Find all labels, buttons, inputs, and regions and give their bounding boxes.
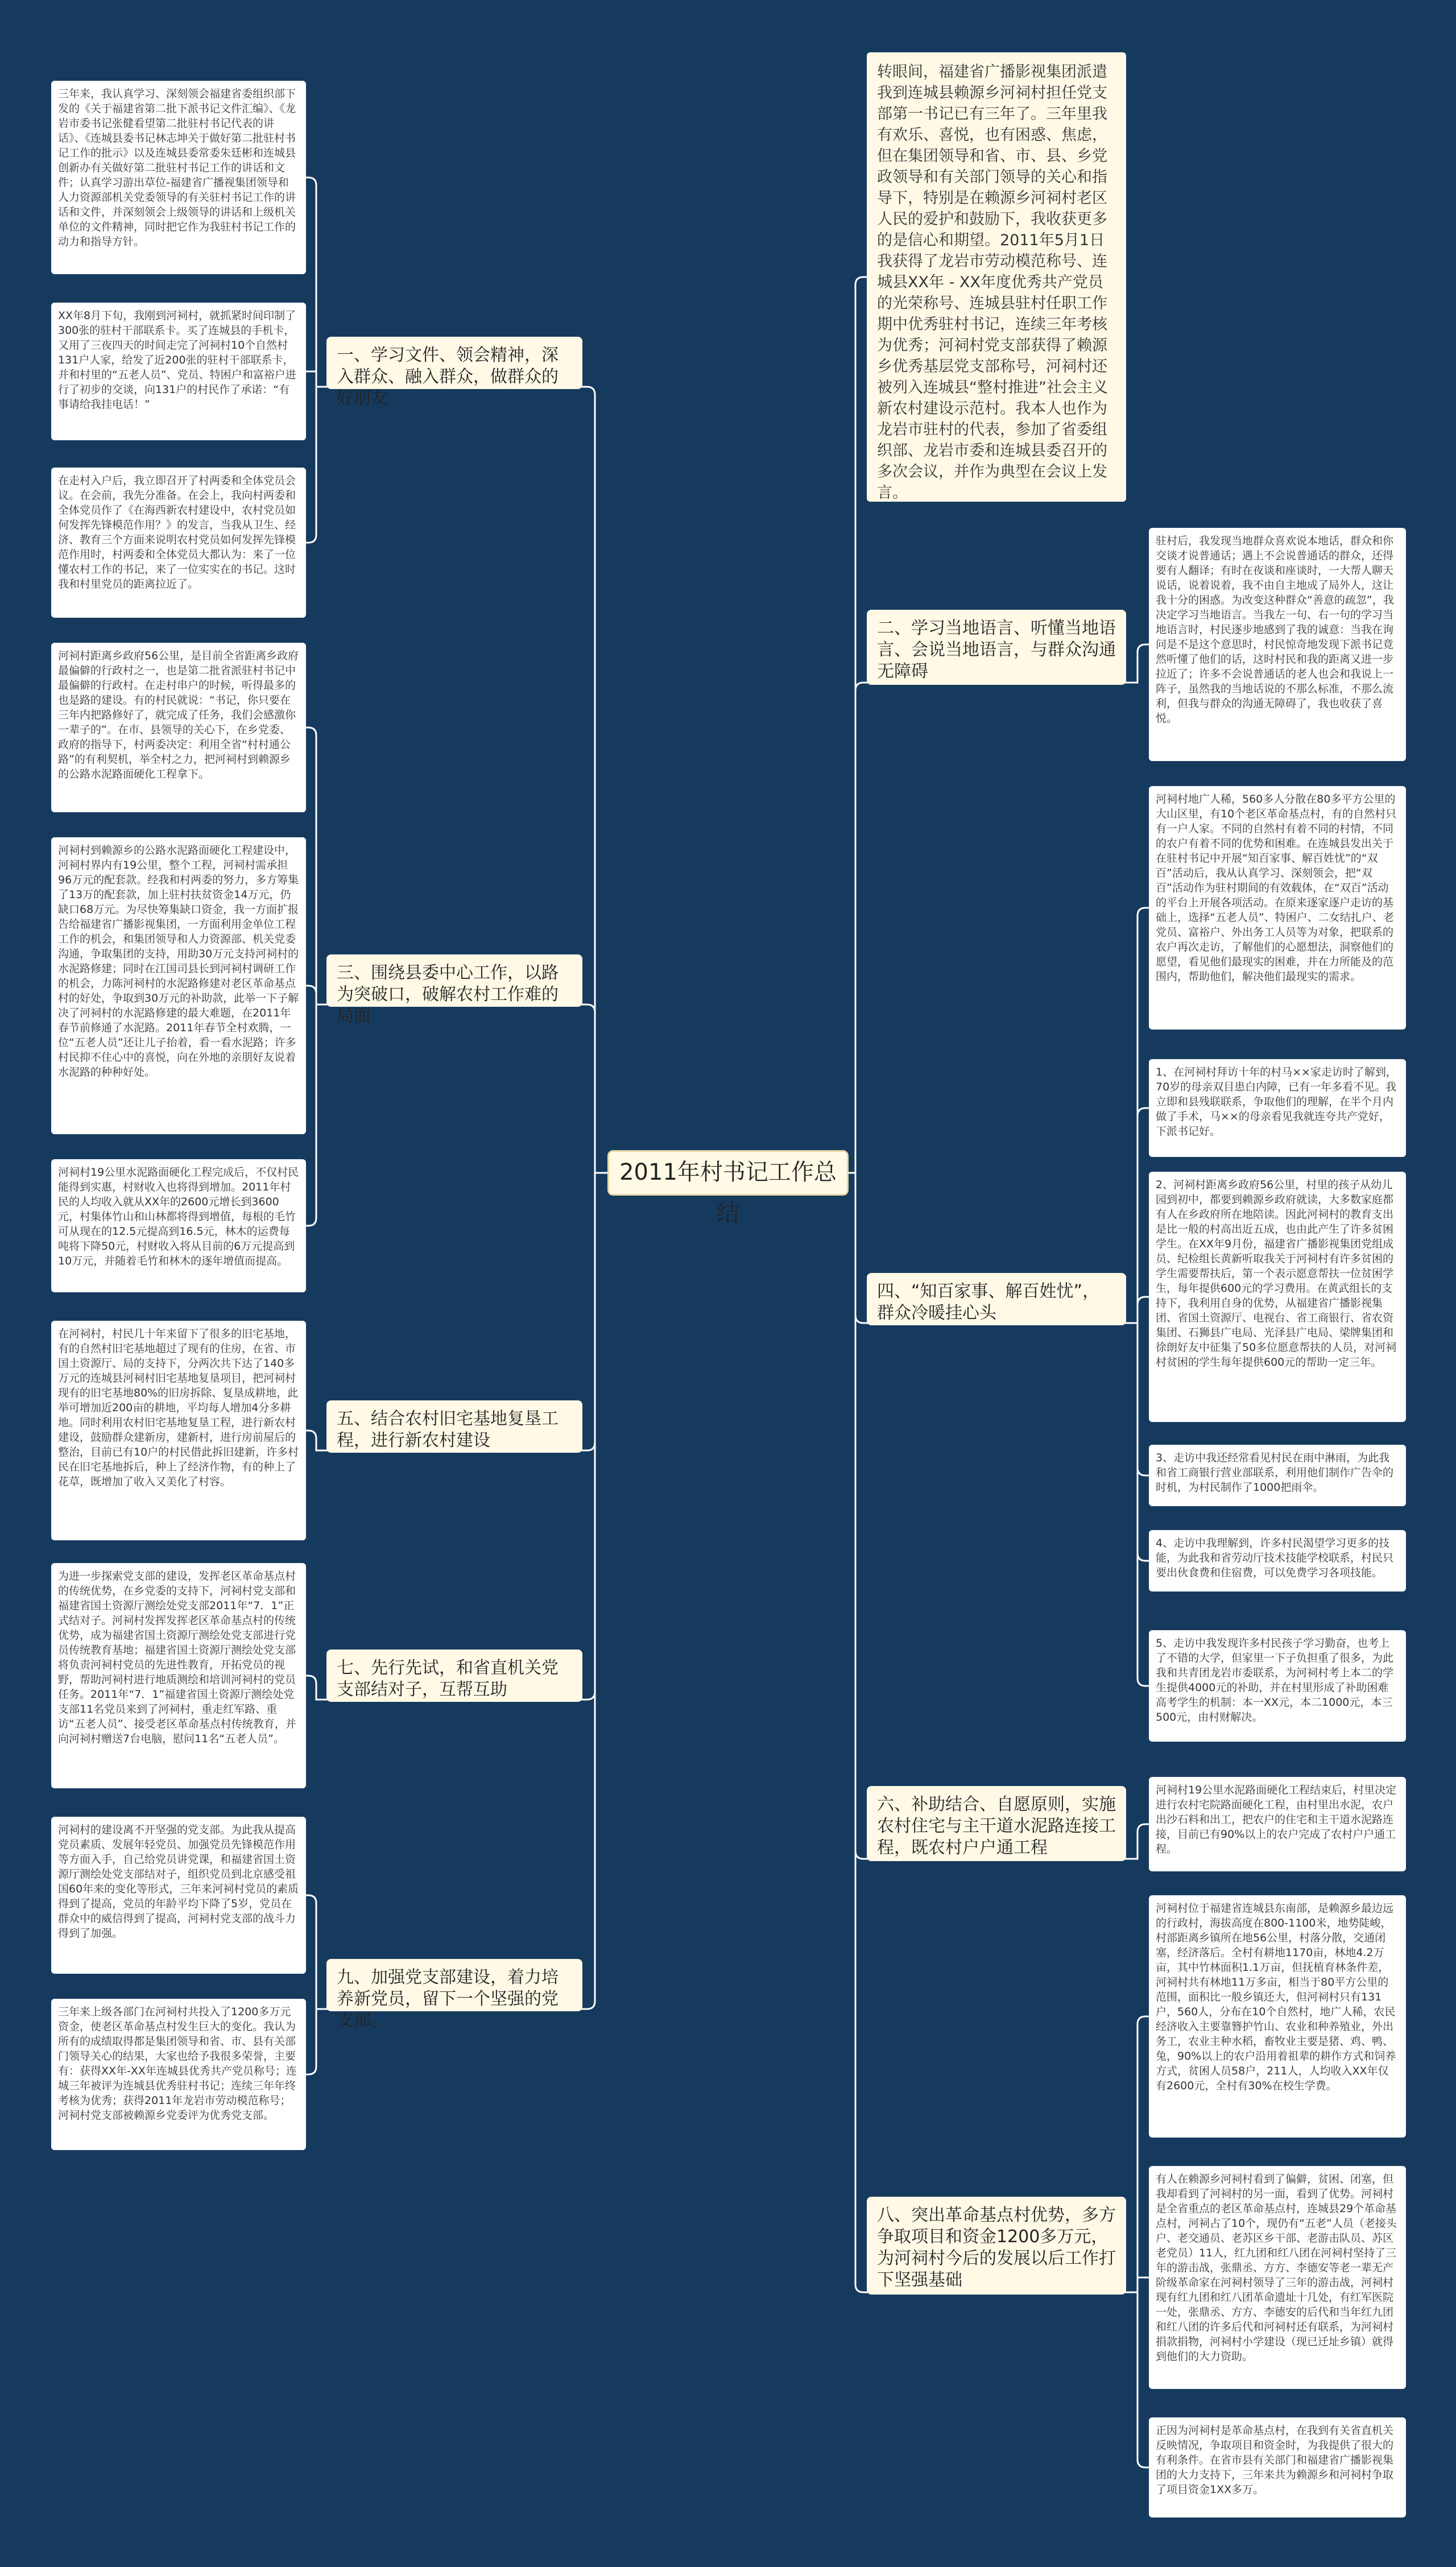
- branch-funding: 八、突出革命基点村优势，多方争取项目和资金1200多万元，为河祠村今后的发展以后工作打下坚强基础: [867, 2197, 1126, 2295]
- leaf-funding-1: 河祠村位于福建省连城县东南部，是赖源乡最边远的行政村，海拔高度在800-1100米，地势陡峻，村部距离乡镇所在地56公里，村落分散，交通闭塞，经济落后。全村有耕地1170亩，林地4.2万亩，其中竹林面积1.1万亩，但抚植育林条件差，河祠村共有林地11万多亩，相当于80平方公里的范围，面积比一般乡镇还大，但河祠村只有131户，560人，分布在10个自然村，地广人稀，农民经济收入主要靠簪护竹山、农业和种养殖业，外出务工，农业主种水稻，畜牧业主要是猪、鸡、鸭、兔，90%以上的农户沿用着祖辈的耕作方式和饲养方式，贫困人员58户，211人，人均收入XX年仅有2600元，全村有30%在校生学费。: [1149, 1895, 1406, 2138]
- branch-homestead: 五、结合农村旧宅基地复垦工程，进行新农村建设: [326, 1400, 582, 1453]
- root-link-right-1: [849, 683, 867, 1173]
- leaf-care-1: 河祠村地广人稀，560多人分散在80多平方公里的大山区里，有10个老区革命基点村，有的自然村只有一户人家。不同的自然村有着不同的村情，不同的农户有着不同的优势和困难。在连城县发出关于在驻村书记中开展“知百家事、解百姓忧”的“双百”活动后，我从认真学习、深刻领会，把“双百”活动作为驻村期间的有效载体，在“双百”活动的平台上开展各项活动。在原来逐家逐户走访的基础上，选择“五老人员”、特困户、二女结扎户、老党员、富裕户、外出务工人员等为对象，把联系的农户再次走访，了解他们的心愿想法，洞察他们的愿望，看见他们最现实的困难，并在力所能及的范围内，帮助他们，解决他们最现实的需求。: [1149, 786, 1406, 1030]
- leaf-link-left-0-0: [306, 177, 326, 387]
- leaf-care-5: 4、走访中我理解到，许多村民渴望学习更多的技能，为此我和省劳动厅技术技能学校联系，村民只要出伙食费和住宿费，可以免费学习各项技能。: [1149, 1530, 1406, 1592]
- leaf-funding-3: 正因为河祠村是革命基点村，在我到有关省直机关反映情况，争取项目和资金时，为我提供了很大的有利条件。在省市县有关部门和福建省广播影视集团的大力支持下，三年来共为赖源乡和河祠村争取了项目资金1XX多万。: [1149, 2417, 1406, 2518]
- leaf-household-road-1: 河祠村19公里水泥路面硬化工程结束后，村里决定进行农村宅院路面硬化工程，由村里出水泥，农户出沙石料和出工，把农户的住宅和主干道水泥路连接，目前已有90%以上的农户完成了农村户户通工程。: [1149, 1777, 1406, 1871]
- leaf-link-right-2-5: [1126, 1323, 1149, 1686]
- leaf-link-left-0-2: [306, 387, 326, 543]
- leaf-care-2: 1、在河祠村拜访十年的村马××家走访时了解到，70岁的母亲双目患白内障，已有一年多看不见。我立即和县残联联系，争取他们的理解，在半个月内做了手术，马××的母亲看见我就连夸共产党好，下派书记好。: [1149, 1059, 1406, 1157]
- leaf-link-right-4-0: [1126, 2016, 1149, 2292]
- leaf-study-3: 在走村入户后，我立即召开了村两委和全体党员会议。在会前，我先分准备。在会上，我向村两委和全体党员作了《在海西新农村建设中，农村党员如何发挥先锋模范作用？》的发言，当我从卫生、经济、教育三个方面来说明农村党员如何发挥先锋模范作用时，村两委和全体党员大都认为：来了一位懂农村工作的书记，来了一位实实在的书记。这时我和村里党员的距离拉近了。: [51, 468, 306, 618]
- leaf-link-right-1-0: [1126, 644, 1149, 683]
- leaf-care-4: 3、走访中我还经常看见村民在雨中淋雨，为此我和省工商银行营业部联系，利用他们制作广告伞的时机，为村民制作了1000把雨伞。: [1149, 1445, 1406, 1506]
- branch-study: 一、学习文件、领会精神，深入群众、融入群众，做群众的好朋友: [326, 337, 582, 389]
- root-link-right-2: [849, 1173, 867, 1323]
- root-link-left-4: [582, 1173, 607, 2009]
- leaf-link-left-1-2: [306, 1005, 326, 1226]
- leaf-link-left-2-0: [306, 1431, 326, 1450]
- leaf-care-6: 5、走访中我发现许多村民孩子学习勤奋，也考上了不错的大学，但家里一下子负担重了很多，为此我和共青团龙岩市委联系，为河祠村考上本二的学生提供4000元的补助，并在村里形成了补助困难高考学生的机制：本一XX元，本二1000元，本三500元，由村财解决。: [1149, 1630, 1406, 1742]
- leaf-link-left-3-0: [306, 1676, 326, 1700]
- leaf-link-left-0-1: [306, 371, 326, 387]
- branch-language: 二、学习当地语言、听懂当地语言、会说当地语言，与群众沟通无障碍: [867, 610, 1126, 685]
- leaf-road-2: 河祠村到赖源乡的公路水泥路面硬化工程建设中，河祠村界内有19公里，整个工程，河祠村需承担96万元的配套款。经我和村两委的努力，多方筹集了13万的配套款，加上驻村扶贫资金14万元，仍缺口68万元。为尽快筹集缺口资金，我一方面扩报告给福建省广播影视集团，一方面利用金单位工程工作的机会，和集团领导和人力资源部、机关党委沟通，争取集团的支持，用助30万元支持河祠村的水泥路修建；同时在江国司县长到河祠村调研工作的机会，力陈河祠村的水泥路修建对老区革命基点村的好处，争取到30万元的补助款，此举一下子解决了河祠村的水泥路修建的最大难题，在2011年春节前修通了水泥路。2011年春节全村欢腾，一位“五老人员”还让儿子抬着，看一看水泥路；许多村民抑不住心中的喜悦，向在外地的亲朋好友说着水泥路的种种好处。: [51, 837, 306, 1134]
- root-link-left-1: [582, 1005, 607, 1173]
- leaf-link-right-4-2: [1126, 2292, 1149, 2467]
- branch-household-road: 六、补助结合、自愿原则，实施农村住宅与主干道水泥路连接工程，既农村户户通工程: [867, 1786, 1126, 1861]
- leaf-pairing-1: 为进一步探索党支部的建设，发挥老区革命基点村的传统优势，在乡党委的支持下，河祠村党支部和福建省国土资源厅测绘处党支部2011年“7．1”正式结对子。河祠村发挥发挥老区革命基点村的传统优势，成为福建省国土资源厅测绘处党支部进行党员传统教育基地；福建省国土资源厅测绘处党支部将负责河祠村党员的先进性教育，开拓党员的视野，帮助河祠村进行地质测绘和培训河祠村的党员任务。2011年“7．1”福建省国土资源厅测绘处党支部11名党员来到了河祠村，重走红军路、重访“五老人员”、接受老区革命基点村传统教育，并向河祠村赠送7台电脑，慰问11名“五老人员”。: [51, 1563, 306, 1788]
- leaf-party-1: 河祠村的建设离不开坚强的党支部。为此我从提高党员素质、发展年轻党员、加强党员先锋模范作用等方面入手，自己给党员讲党课，和福建省国土资源厅测绘处党支部结对子，组织党员到北京感受祖国60年来的变化等形式，三年来河祠村党员的素质得到了提高，党员的年龄平均下降了5岁，党员在群众中的威信得到了提高，河祠村党支部的战斗力得到了加强。: [51, 1817, 306, 1974]
- leaf-homestead-1: 在河祠村，村民几十年来留下了很多的旧宅基地，有的自然村旧宅基地超过了现有的住房，在省、市国土资源厅、局的支持下，分两次共下达了140多万元的连城县河祠村旧宅基地复垦项目，把河祠村现有的旧宅基地80%的旧房拆除、复垦成耕地，此举可增加近200亩的耕地，平均每人增加4分多耕地。同时利用农村旧宅基地复垦工程，进行新农村建设，鼓励群众建新房，建新村，进行房前屋后的整治，目前已有10户的村民借此拆旧建新，许多村民在旧宅基地拆后，种上了经济作物，有的种上了花草，既增加了收入又美化了村容。: [51, 1321, 306, 1540]
- leaf-link-left-4-0: [306, 1895, 326, 2009]
- leaf-link-right-3-0: [1126, 1824, 1149, 1859]
- leaf-language-1: 驻村后，我发现当地群众喜欢说本地话，群众和你交谈才说普通话；遇上不会说普通话的群众，还得要有人翻译；有时在夜谈和座谈时，一大帮人聊天说话，说着说着，我不由自主地成了局外人，这让我十分的困惑。为改变这种群众“善意的疏忽”，我决定学习当地语言。当我左一句、右一句的学习当地语言时，村民逐步地感到了我的诚意：当我在询问是不是这个意思时，村民惊奇地发现下派书记竟然听懂了他们的话，这时村民和我的距离又进一步拉近了；许多不会说普通话的老人也会和我说上一阵子，虽然我的当地话说的不那么标准，不那么流利，但我与群众的沟通无障碍了，我也收获了喜悦。: [1149, 528, 1406, 761]
- leaf-intro: 转眼间，福建省广播影视集团派遣我到连城县赖源乡河祠村担任党支部第一书记已有三年了。三年里我有欢乐、喜悦，也有困惑、焦虑，但在集团领导和省、市、县、乡党政领导和有关部门领导的关心和指导下，特别是在赖源乡河祠村老区人民的爱护和鼓励下，我收获更多的是信心和期望。2011年5月1日我获得了龙岩市劳动模范称号、连城县XX年 - XX年度优秀共产党员的光荣称号、连城县驻村任职工作期中优秀驻村书记，连续三年考核为优秀；河祠村党支部获得了赖源乡优秀基层党支部称号，河祠村还被列入连城县“整村推进”社会主义新农村建设示范村。我本人也作为龙岩市驻村的代表，参加了省委组织部、龙岩市委和连城县委召开的多次会议，并作为典型在会议上发言。: [867, 52, 1126, 502]
- root-link-right-0: [849, 277, 867, 1173]
- leaf-study-1: 三年来，我认真学习、深刻领会福建省委组织部下发的《关于福建省第二批下派书记文件汇编》、《龙岩市委书记张健看望第二批驻村书记代表的讲话》、《连城县委书记林志坤关于做好第二批驻村书记工作的批示》以及连城县委常委朱廷彬和连城县创新办有关做好第二批驻村书记工作的讲话和文件；认真学习游出草位-福建省广播视集团领导和人力资源部机关党委领导的有关驻村书记工作的讲话和文件，并深刻领会上级领导的讲话和上级机关单位的文件精神，同时把它作为我驻村书记工作的动力和指导方针。: [51, 81, 306, 274]
- leaf-care-3: 2、河祠村距离乡政府56公里，村里的孩子从幼儿园到初中，都要到赖源乡政府就读，大多数家庭都有人在乡政府所在地陪读。因此河祠村的教育支出是比一般的村高出近五成，也由此产生了许多贫困学生。在XX年9月份，福建省广播影视集团党组成员、纪检组长黄新听取我关于河祠村有许多贫困的学生需要帮扶后，第一个表示愿意帮扶一位贫困学生，每年提供600元的学习费用。在黄武组长的支持下，我利用自身的优势，从福建省广播影视集团、省国土资源厅、电视台、省工商银行、省农资集团、石狮县广电局、光泽县广电局、梁牌集团和徐朗好友中征集了50多位愿意帮扶的人员，对河祠村贫困的学生每年提供600元的帮助一定三年。: [1149, 1172, 1406, 1422]
- leaf-study-2: XX年8月下旬，我刚到河祠村，就抓紧时间印制了300张的驻村干部联系卡。买了连城县的手机卡，又用了三夜四天的时间走完了河祠村10个自然村131户人家，给发了近200张的驻村干部联系卡，并和村里的“五老人员”、党员、特困户和富裕户进行了初步的交谈，向131户的村民作了承诺：“有事请给我挂电话！”: [51, 303, 306, 440]
- leaf-link-right-4-1: [1126, 2277, 1149, 2292]
- leaf-party-2: 三年来上级各部门在河祠村共投入了1200多万元资金，使老区革命基点村发生巨大的变化。我认为所有的成绩取得都是集团领导和省、市、县有关部门领导关心的结果，大家也给予我很多荣誉，主要有：获得XX年-XX年连城县优秀共产党员称号；连城三年被评为连城县优秀驻村书记；连续三年年终考核为优秀；获得2011年龙岩市劳动模范称号；河祠村党支部被赖源乡党委评为优秀党支部。: [51, 1999, 306, 2150]
- root-link-right-3: [849, 1173, 867, 1859]
- leaf-link-left-4-1: [306, 2009, 326, 2074]
- branch-party: 九、加强党支部建设，着力培养新党员，留下一个坚强的党支部。: [326, 1959, 582, 2011]
- leaf-road-3: 河祠村19公里水泥路面硬化工程完成后，不仅村民能得到实惠，村财收入也将得到增加。2011年村民的人均收入就从XX年的2600元增长到3600元，村集体竹山和山林都将得到增值，每根的毛竹可从现在的12.5元提高到16.5元，林木的运费每吨将下降50元，村财收入将从目前的6万元提高到10万元，并随着毛竹和林木的逐年增值而提高。: [51, 1159, 306, 1292]
- branch-road: 三、围绕县委中心工作，以路为突破口，破解农村工作难的局面: [326, 954, 582, 1007]
- branch-care: 四、“知百家事、解百姓忧”，群众冷暖挂心头: [867, 1273, 1126, 1325]
- leaf-link-right-2-2: [1126, 1297, 1149, 1323]
- root-topic: 2011年村书记工作总结: [607, 1150, 849, 1196]
- leaf-link-right-2-1: [1126, 1108, 1149, 1323]
- root-link-right-4: [849, 1173, 867, 2292]
- leaf-road-1: 河祠村距离乡政府56公里，是目前全省距离乡政府最偏僻的行政村之一，也是第二批省派驻村书记中最偏僻的行政村。在走村串户的时候，听得最多的也是路的建设。有的村民就说：“书记，你只要在三年内把路修好了，就完成了任务，我们会感激你一辈子的”。在市、县领导的关心下，在乡党委、政府的指导下，村两委决定：利用全省“村村通公路”的有利契机，举全村之力，把河祠村到赖源乡的公路水泥路面硬化工程拿下。: [51, 643, 306, 812]
- leaf-funding-2: 有人在赖源乡河祠村看到了偏僻，贫困、闭塞，但我却看到了河祠村的另一面，看到了优势。河祠村是全省重点的老区革命基点村，连城县29个革命基点村，河祠占了10个，现仍有“五老”人员（老接头户、老交通员、老苏区乡干部、老游击队员、苏区老党员）11人，红九团和红八团在河祠村坚持了三年的游击战，张鼎丞、方方、李德安等老一辈无产阶级革命家在河祠村领导了三年的游击战，河祠村现有红九团和红八团革命遗址十几处，有红军医院一处，张鼎丞、方方、李德安的后代和当年红九团和红八团的许多后代和河祠村还有联系，为河祠村捐款捐物，河祠村小学建设（现已迁址乡镇）就得到他们的大力资助。: [1149, 2166, 1406, 2389]
- leaf-link-left-1-0: [306, 727, 326, 1005]
- branch-pairing: 七、先行先试，和省直机关党支部结对子，互帮互助: [326, 1650, 582, 1702]
